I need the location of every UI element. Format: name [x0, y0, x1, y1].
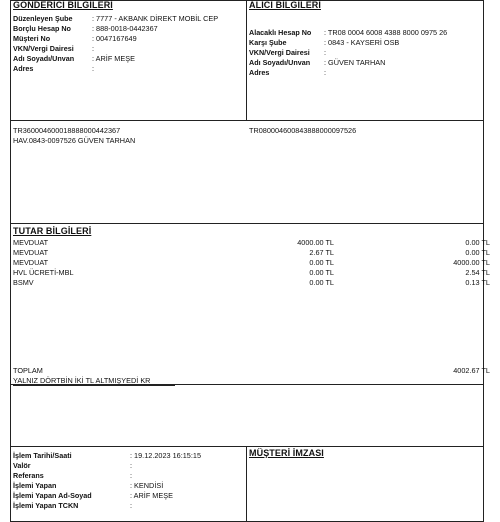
amount-row-balance: 0.00 TL	[465, 238, 490, 247]
sender-value-address: :	[92, 64, 95, 73]
receiver-value-name: : GÜVEN TARHAN	[324, 58, 386, 67]
signature-heading: MÜŞTERİ İMZASI	[249, 448, 324, 458]
receiver-value-branch: : 0843 - KAYSERİ OSB	[324, 38, 400, 47]
sender-label-name: Adı Soyadı/Unvan	[13, 54, 75, 63]
amount-row-amount: 0.00 TL	[309, 258, 334, 267]
txn-label-performer: İşlemi Yapan	[13, 481, 57, 490]
amount-row-balance: 4000.00 TL	[453, 258, 490, 267]
receiver-value-account: : TR08 0004 6008 4388 8000 0975 26	[324, 28, 448, 37]
txn-label-performer-tckn: İşlemi Yapan TCKN	[13, 501, 79, 510]
receiver-iban: TR080004600843888000097526	[249, 126, 357, 135]
sender-label-tax: VKN/Vergi Dairesi	[13, 44, 74, 53]
sender-heading: GÖNDERİCİ BİLGİLERİ	[13, 0, 113, 10]
receipt-document	[10, 0, 490, 522]
total-in-words: YALNIZ DÖRTBİN İKİ TL ALTMIŞYEDİ KR	[13, 376, 151, 385]
transaction-section	[10, 446, 484, 522]
sender-iban: TR360004600018888000442367	[13, 126, 121, 135]
amounts-section	[10, 223, 484, 385]
txn-label-performer-name: İşlemi Yapan Ad-Soyad	[13, 491, 92, 500]
amount-row-amount: 0.00 TL	[309, 278, 334, 287]
amount-row-amount: 2.67 TL	[309, 248, 334, 257]
receiver-label-name: Adı Soyadı/Unvan	[249, 58, 311, 67]
total-value: 4002.67 TL	[453, 366, 490, 375]
txn-value-reference: :	[130, 471, 133, 480]
amount-row-balance: 0.00 TL	[465, 248, 490, 257]
txn-label-value-date: Valör	[13, 461, 31, 470]
blank-section	[10, 384, 484, 447]
txn-label-date: İşlem Tarihi/Saati	[13, 451, 72, 460]
txn-value-performer: : KENDİSİ	[130, 481, 164, 490]
receiver-label-tax: VKN/Vergi Dairesi	[249, 48, 310, 57]
amount-row-label: HVL ÜCRETİ-MBL	[13, 268, 74, 277]
amount-row-label: MEVDUAT	[13, 238, 49, 247]
party-info-section	[10, 0, 484, 121]
receiver-heading: ALICI BİLGİLERİ	[249, 0, 321, 10]
amount-row-balance: 0.13 TL	[465, 278, 490, 287]
txn-label-reference: Referans	[13, 471, 44, 480]
sender-label-branch: Düzenleyen Şube	[13, 14, 73, 23]
receiver-label-address: Adres	[249, 68, 270, 77]
txn-value-performer-name: : ARİF MEŞE	[130, 491, 173, 500]
receiver-label-branch: Karşı Şube	[249, 38, 287, 47]
sender-label-account: Borçlu Hesap No	[13, 24, 71, 33]
sender-value-customer-no: : 0047167649	[92, 34, 137, 43]
amount-row-label: MEVDUAT	[13, 258, 49, 267]
sender-value-branch: : 7777 - AKBANK DİREKT MOBİL CEP	[92, 14, 219, 23]
txn-value-date: : 19.12.2023 16:15:15	[130, 451, 202, 460]
receiver-value-tax: :	[324, 48, 327, 57]
total-label: TOPLAM	[13, 366, 43, 375]
sender-label-address: Adres	[13, 64, 34, 73]
amount-row-amount: 0.00 TL	[309, 268, 334, 277]
amount-row-amount: 4000.00 TL	[297, 238, 334, 247]
amount-row-label: MEVDUAT	[13, 248, 49, 257]
amounts-heading: TUTAR BİLGİLERİ	[13, 226, 92, 236]
amount-row-balance: 2.54 TL	[465, 268, 490, 277]
sender-value-account: : 888-0018-0442367	[92, 24, 158, 33]
receiver-label-account: Alacaklı Hesap No	[249, 28, 312, 37]
transaction-divider	[246, 446, 247, 522]
receiver-value-address: :	[324, 68, 327, 77]
txn-value-value-date: :	[130, 461, 133, 470]
transfer-description: HAV.0843-0097526 GÜVEN TARHAN	[13, 136, 136, 145]
party-divider	[246, 0, 247, 121]
sender-value-name: : ARİF MEŞE	[92, 54, 135, 63]
txn-value-performer-tckn: :	[130, 501, 133, 510]
amount-row-label: BSMV	[13, 278, 34, 287]
sender-label-customer-no: Müşteri No	[13, 34, 51, 43]
sender-value-tax: :	[92, 44, 95, 53]
